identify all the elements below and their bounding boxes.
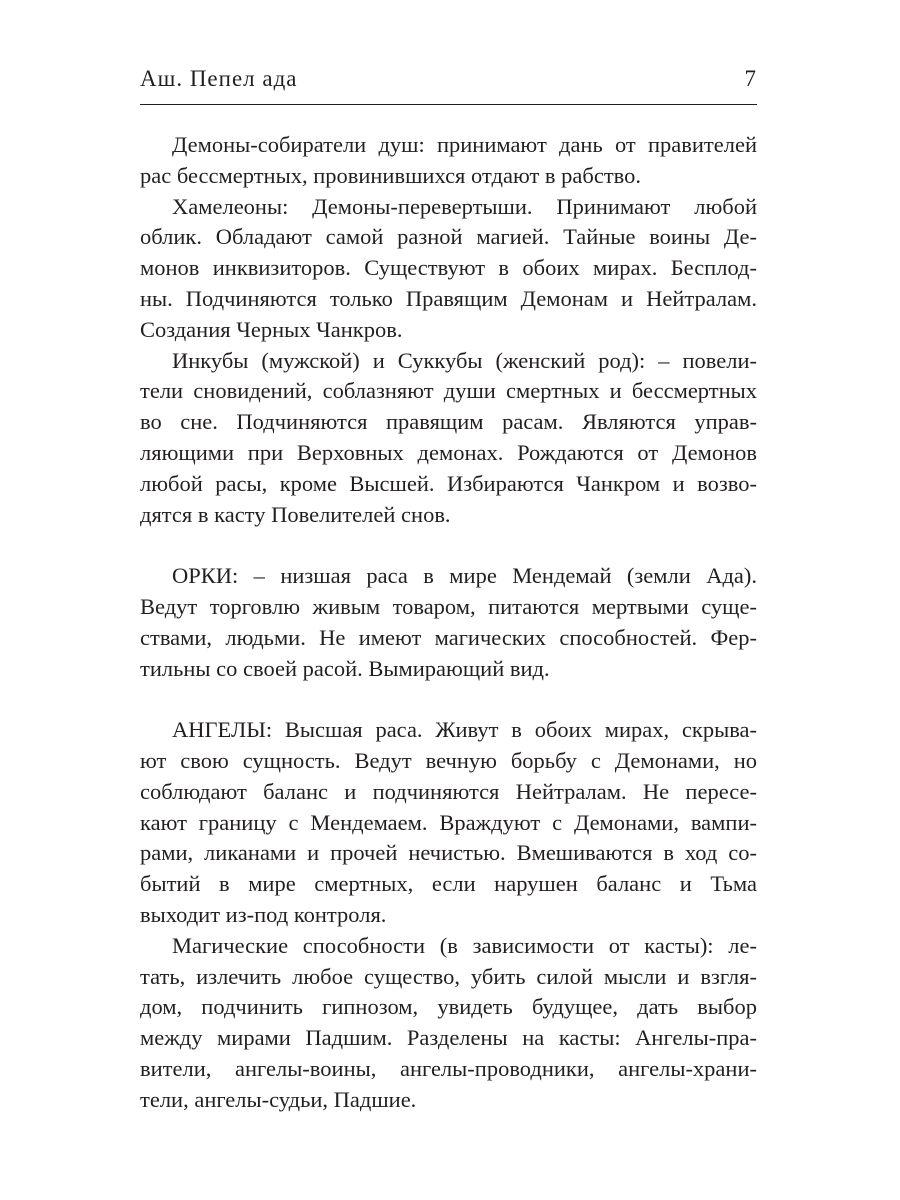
paragraph — [140, 931, 757, 1116]
text-line: АНГЕЛЫ: Высшая раса. Живут в обоих мирах, скрыва- — [172, 717, 757, 743]
text-line: ОРКИ: – низшая раса в мире Мендемай (земли Ада). — [172, 563, 757, 589]
paragraph — [140, 715, 757, 931]
text-line: ны. Подчиняются только Правящим Демонам и Нейтралам. — [140, 285, 757, 311]
text-line: облик. Обладают самой разной магией. Тайные воины Де- — [140, 224, 757, 250]
page-number: 7 — [744, 66, 757, 91]
text-line: во сне. Подчиняются правящим расам. Являются управ- — [140, 409, 757, 435]
text-line: любой расы, кроме Высшей. Избираются Чанкром и возво- — [140, 470, 757, 496]
text-line: соблюдают баланс и подчиняются Нейтралам. Не пересе- — [140, 778, 757, 804]
section-gap — [140, 530, 757, 561]
text-line: тели сновидений, соблазняют души смертных и бессмертных — [140, 378, 757, 404]
text-line: тильны со своей расой. Вымирающий вид. — [140, 655, 550, 681]
text-line: выходит из-под контроля. — [140, 901, 387, 927]
paragraph — [140, 561, 757, 684]
page-body — [140, 130, 757, 1116]
running-title: Аш. Пепел ада — [140, 66, 298, 91]
text-line: бытий в мире смертных, если нарушен баланс и Тьма — [140, 871, 757, 897]
text-line: между мирами Падшим. Разделены на касты: Ангелы-пра- — [140, 1025, 757, 1051]
text-line: рас бессмертных, провинившихся отдают в рабство. — [140, 162, 642, 188]
text-line: ляющими при Верховных демонах. Рождаются от Демонов — [140, 439, 757, 465]
text-line: тели, ангелы-судьи, Падшие. — [140, 1086, 417, 1112]
paragraph — [140, 346, 757, 531]
text-line: кают границу с Мендемаем. Враждуют с Демонами, вампи- — [140, 809, 757, 835]
text-line: Создания Черных Чанкров. — [140, 316, 403, 342]
paragraph — [140, 192, 757, 346]
text-line: ствами, людьми. Не имеют магических способностей. Фер- — [140, 624, 757, 650]
text-line: тать, излечить любое существо, убить силой мысли и взгля- — [140, 963, 757, 989]
paragraph — [140, 130, 757, 192]
text-line: Хамелеоны: Демоны-перевертыши. Принимают любой — [172, 193, 757, 219]
text-line: Инкубы (мужской) и Суккубы (женский род): – повели- — [172, 347, 757, 373]
header-rule — [140, 104, 757, 105]
text-line: Ведут торговлю живым товаром, питаются мертвыми суще- — [140, 593, 757, 619]
section-gap — [140, 684, 757, 715]
text-line: Демоны-собиратели душ: принимают дань от правителей — [172, 132, 757, 157]
text-line: дятся в касту Повелителей снов. — [140, 501, 451, 527]
text-line: Магические способности (в зависимости от касты): ле- — [172, 932, 757, 958]
text-line: рами, ликанами и прочей нечистью. Вмешиваются в ход со- — [140, 840, 757, 866]
text-line: вители, ангелы-воины, ангелы-проводники, ангелы-храни- — [140, 1055, 757, 1081]
text-line: монов инквизиторов. Существуют в обоих мирах. Бесплод- — [140, 255, 757, 281]
running-header — [140, 66, 757, 102]
text-line: дом, подчинить гипнозом, увидеть будущее, дать выбор — [140, 994, 757, 1020]
text-line: ют свою сущность. Ведут вечную борьбу с Демонами, но — [140, 747, 757, 773]
